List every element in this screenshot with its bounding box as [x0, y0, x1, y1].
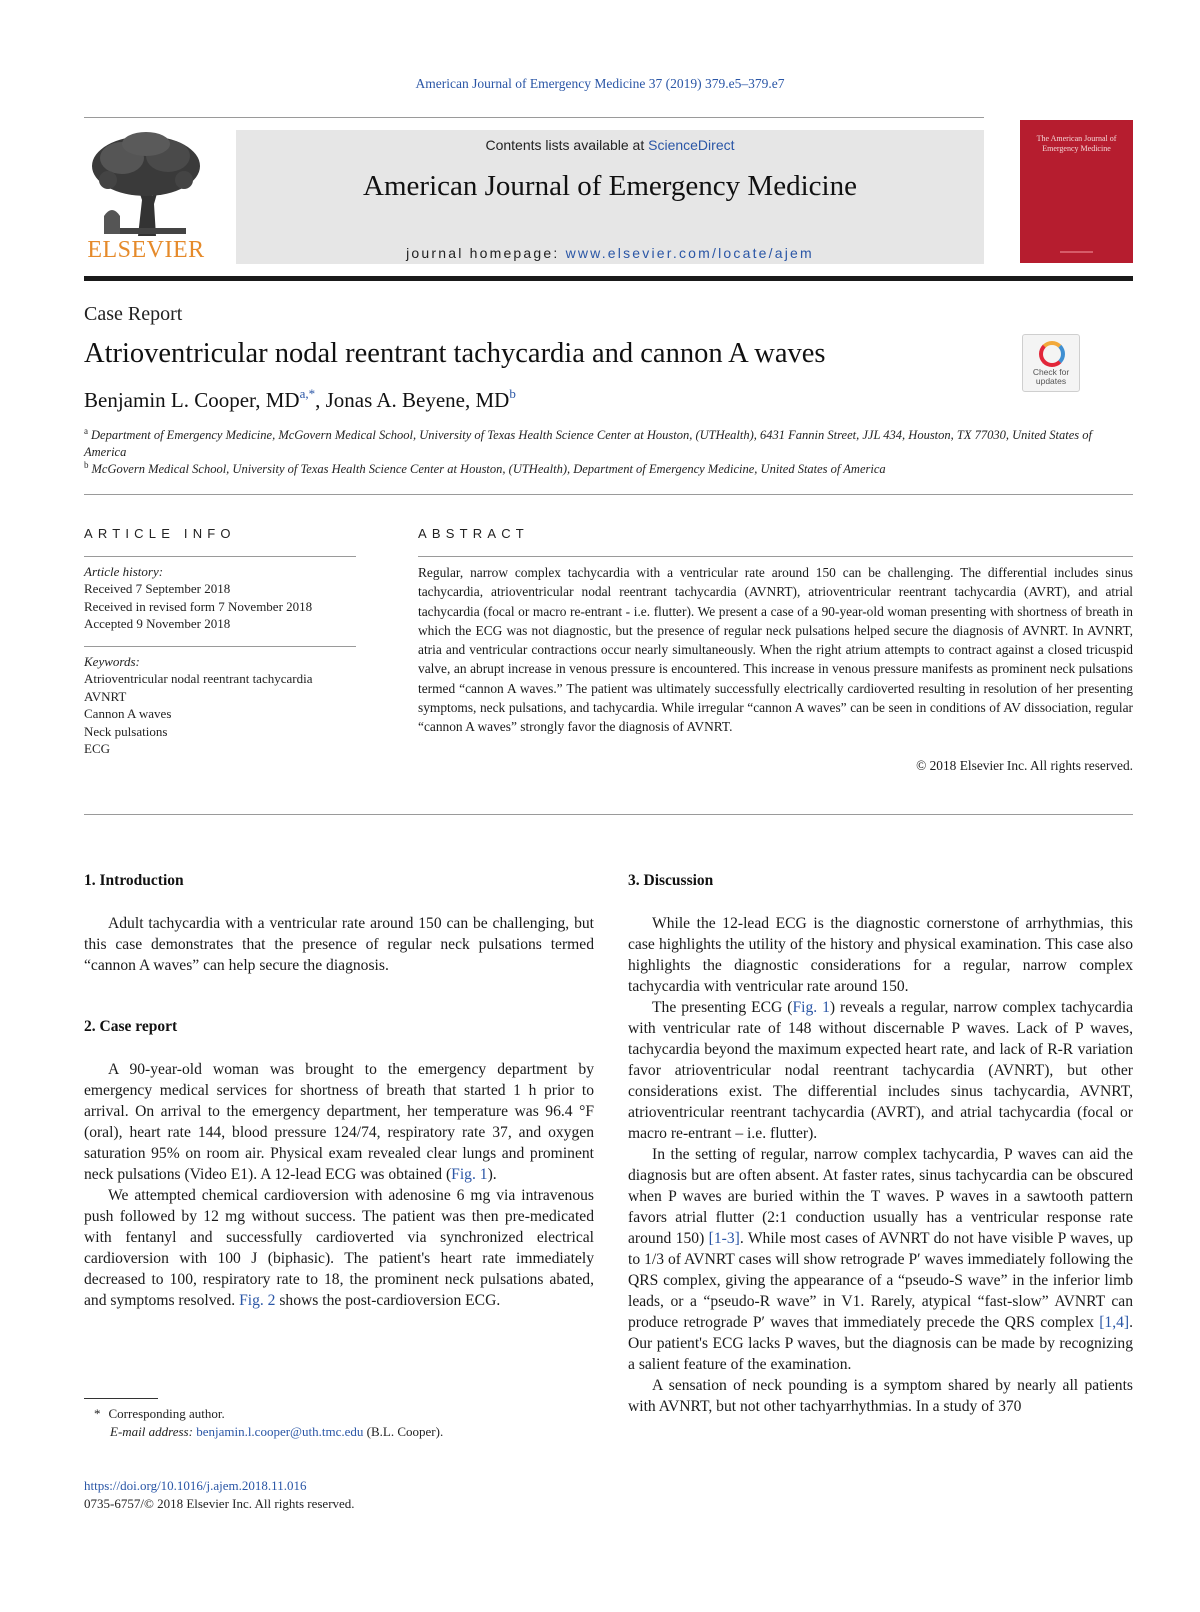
history-item: Received 7 September 2018 — [84, 581, 231, 597]
case-report-body: A 90-year-old woman was brought to the emergency department by emergency medical services for shortness of breath that started 1 h prior to arrival. On arrival to the emergency department, her temperature was 96.4 °F (oral), heart rate 144, blood pressure 124/74, respiratory rate 37, and oxygen saturation 95% on room air. Physical exam revealed clear lungs and prominent neck pulsations (Video E1). A 12-lead ECG was obtained (Fig. 1). We attempted chemical cardioversion with adenosine 6 mg via intravenous push followed by 12 mg without success. The patient was then pre-medicated with fentanyl and successfully cardioverted via synchronized electrical cardioversion with 100 J (biphasic). The patient's heart rate immediately decreased to 100, respiratory rate to 18, the prominent neck pulsations abated, and symptoms resolved. Fig. 2 shows the post-cardioversion ECG. — [84, 1061, 594, 1309]
history-item: Received in revised form 7 November 2018 — [84, 598, 313, 614]
abstract-copyright: © 2018 Elsevier Inc. All rights reserved. — [916, 758, 1133, 773]
article-info-heading: ARTICLE INFO — [84, 526, 236, 541]
introduction-body: Adult tachycardia with a ventricular rate around 150 can be challenging, but this case demonstrates that the presence of regular neck pulsations termed “cannon A waves” can help secure the diagnosis. — [84, 915, 594, 974]
article-type: Case Report — [84, 303, 183, 325]
divider — [84, 117, 984, 118]
abstract-text: Regular, narrow complex tachycardia with a ventricular rate around 150 can be challenging. The differential includes sinus tachycardia, atrioventricular nodal reentrant tachycardia (AVNRT), atrioventricular reentrant tachycardia (AVRT), and atrial tachycardia (focal or macro re-entrant - i.e. flutter). We present a case of a 90-year-old woman presenting with shortness of breath in which the ECG was not diagnostic, but the presence of regular neck pulsations helped secure the diagnosis of AVNRT. In AVNRT, atria and ventricular contractions occur nearly simultaneously. When the right atrium attempts to contract against a closed tricuspid valve, an abrupt increase in venous pressure is encountered. This increase in venous pressure manifests as prominent neck pulsations termed “cannon A waves.” The patient was ultimately successfully electrically cardioverted resulting in resolution of her presenting symptoms, neck pulsations, and tachycardia. While irregular “cannon A waves” can be seen in conditions of AV dissociation, regular “cannon A waves” strongly favor the diagnosis of AVNRT. — [418, 565, 1133, 735]
homepage-line: journal homepage: www.elsevier.com/locate/ajem — [406, 245, 814, 261]
elsevier-logo — [86, 130, 206, 264]
publisher-wordmark: ELSEVIER — [87, 237, 205, 263]
reference-link[interactable]: [1,4] — [1099, 1314, 1130, 1331]
contents-line: Contents lists available at ScienceDirect — [485, 137, 735, 153]
keyword: Cannon A waves — [84, 706, 172, 722]
article-history: Article history: Received 7 September 2018 Received in revised form 7 November 2018 Accepted 9 November 2018 — [84, 563, 356, 633]
corresponding-author-note: * Corresponding author. — [94, 1406, 225, 1421]
divider — [84, 494, 1133, 495]
crossmark-icon — [1039, 341, 1065, 367]
figure-1-link[interactable]: Fig. 1 — [451, 1166, 488, 1183]
divider — [84, 814, 1133, 815]
keyword: Atrioventricular nodal reentrant tachycardia — [84, 671, 313, 687]
keyword: ECG — [84, 741, 110, 757]
cover-title: The American Journal of Emergency Medicine — [1036, 134, 1117, 153]
reference-link[interactable]: [1-3] — [708, 1230, 740, 1247]
section-heading-discussion: 3. Discussion — [628, 872, 714, 889]
section-heading-introduction: 1. Introduction — [84, 872, 184, 889]
journal-banner — [236, 130, 984, 264]
email-note: E-mail address: benjamin.l.cooper@uth.tmc.edu (B.L. Cooper). — [110, 1424, 444, 1439]
header-divider — [84, 276, 1133, 281]
figure-1-link[interactable]: Fig. 1 — [792, 999, 830, 1016]
journal-cover-thumbnail[interactable] — [1020, 120, 1133, 263]
keyword: Neck pulsations — [84, 723, 168, 739]
check-updates-label: Check for updates — [1032, 367, 1070, 386]
keywords: Keywords: Atrioventricular nodal reentrant tachycardia AVNRT Cannon A waves Neck pulsations ECG — [84, 653, 356, 757]
running-head[interactable]: American Journal of Emergency Medicine 37 (2019) 379.e5–379.e7 — [415, 76, 785, 91]
homepage-link[interactable]: www.elsevier.com/locate/ajem — [565, 245, 814, 261]
affiliation: $^b$ McGovern Medical School, University of Texas Health Science Center at Houston, (UTHealth), Department of Emergency Medicine, United States of America — [84, 460, 886, 477]
discussion-body: While the 12-lead ECG is the diagnostic cornerstone of arrhythmias, this case highlights the utility of the history and physical examination. This case also highlights the diagnostic considerations for a regular, narrow complex tachycardia with ventricular rate around 150. The presenting ECG (Fig. 1) reveals a regular, narrow complex tachycardia with ventricular rate of 148 without discernable P waves. Lack of P waves, tachycardia beyond the maximum expected heart rate, and lack of R-R variation favor atrioventricular nodal reentrant tachycardia (AVNRT), but other considerations exist. The differential includes sinus tachycardia, AVNRT, atrioventricular reentrant tachycardia (AVRT), and atrial tachycardia (focal or macro re-entrant – i.e. flutter). In the setting of regular, narrow complex tachycardia, P waves can aid the diagnosis but are often absent. At faster rates, sinus tachycardia can be obscured when P waves are buried within the T waves. P waves in a sawtooth pattern favors atrial flutter (2:1 conduction usually has a ventricular response rate around 150) [1-3]. While most cases of AVNRT do not have visible P waves, up to 1/3 of AVNRT cases will show retrograde P′ waves immediately following the QRS complex, giving the appearance of a “pseudo-S wave” in the inferior limb leads, or a “pseudo-R wave” in V1. Rarely, atypical “fast-slow” AVNRT can produce retrograde P′ waves that immediately precede the QRS complex [1,4]. Our patient's ECG lacks P waves, but the diagnosis can be made by recognizing a salient feature of the examination. A sensation of neck pounding is a symptom shared by nearly all patients with AVNRT, but not other tachyarrhythmias. In a study of 370 — [628, 915, 1133, 1415]
paper-title: Atrioventricular nodal reentrant tachycardia and cannon A waves — [84, 338, 826, 369]
author-affiliation-mark[interactable]: b — [509, 386, 516, 401]
figure-2-link[interactable]: Fig. 2 — [239, 1292, 276, 1309]
author-name: Jonas A. Beyene, MD — [325, 388, 510, 412]
keyword: AVNRT — [84, 688, 127, 704]
section-heading-case-report: 2. Case report — [84, 1018, 178, 1035]
tree-icon — [86, 130, 206, 238]
journal-title: American Journal of Emergency Medicine — [363, 170, 857, 202]
doi-link[interactable]: https://doi.org/10.1016/j.ajem.2018.11.016 — [84, 1478, 307, 1493]
issn-copyright: 0735-6757/© 2018 Elsevier Inc. All rights reserved. — [84, 1496, 355, 1511]
history-item: Accepted 9 November 2018 — [84, 616, 231, 632]
affiliation: $^a$ Department of Emergency Medicine, McGovern Medical School, University of Texas Health Science Center at Houston, (UTHealth), 6431 Fannin Street, JJL 434, Houston, TX 77030, United States of America — [84, 426, 1092, 460]
author-name: Benjamin L. Cooper, MD — [84, 388, 300, 412]
email-link[interactable]: benjamin.l.cooper@uth.tmc.edu — [196, 1424, 364, 1439]
check-for-updates-button[interactable] — [1022, 334, 1080, 392]
sciencedirect-link[interactable]: ScienceDirect — [648, 137, 735, 153]
author-list: Benjamin L. Cooper, $MD^{a,*}$, Jonas A. Beyene, $MD^b$ — [84, 386, 516, 412]
author-affiliation-mark[interactable]: a,* — [299, 386, 316, 401]
abstract-heading: ABSTRACT — [418, 526, 529, 541]
